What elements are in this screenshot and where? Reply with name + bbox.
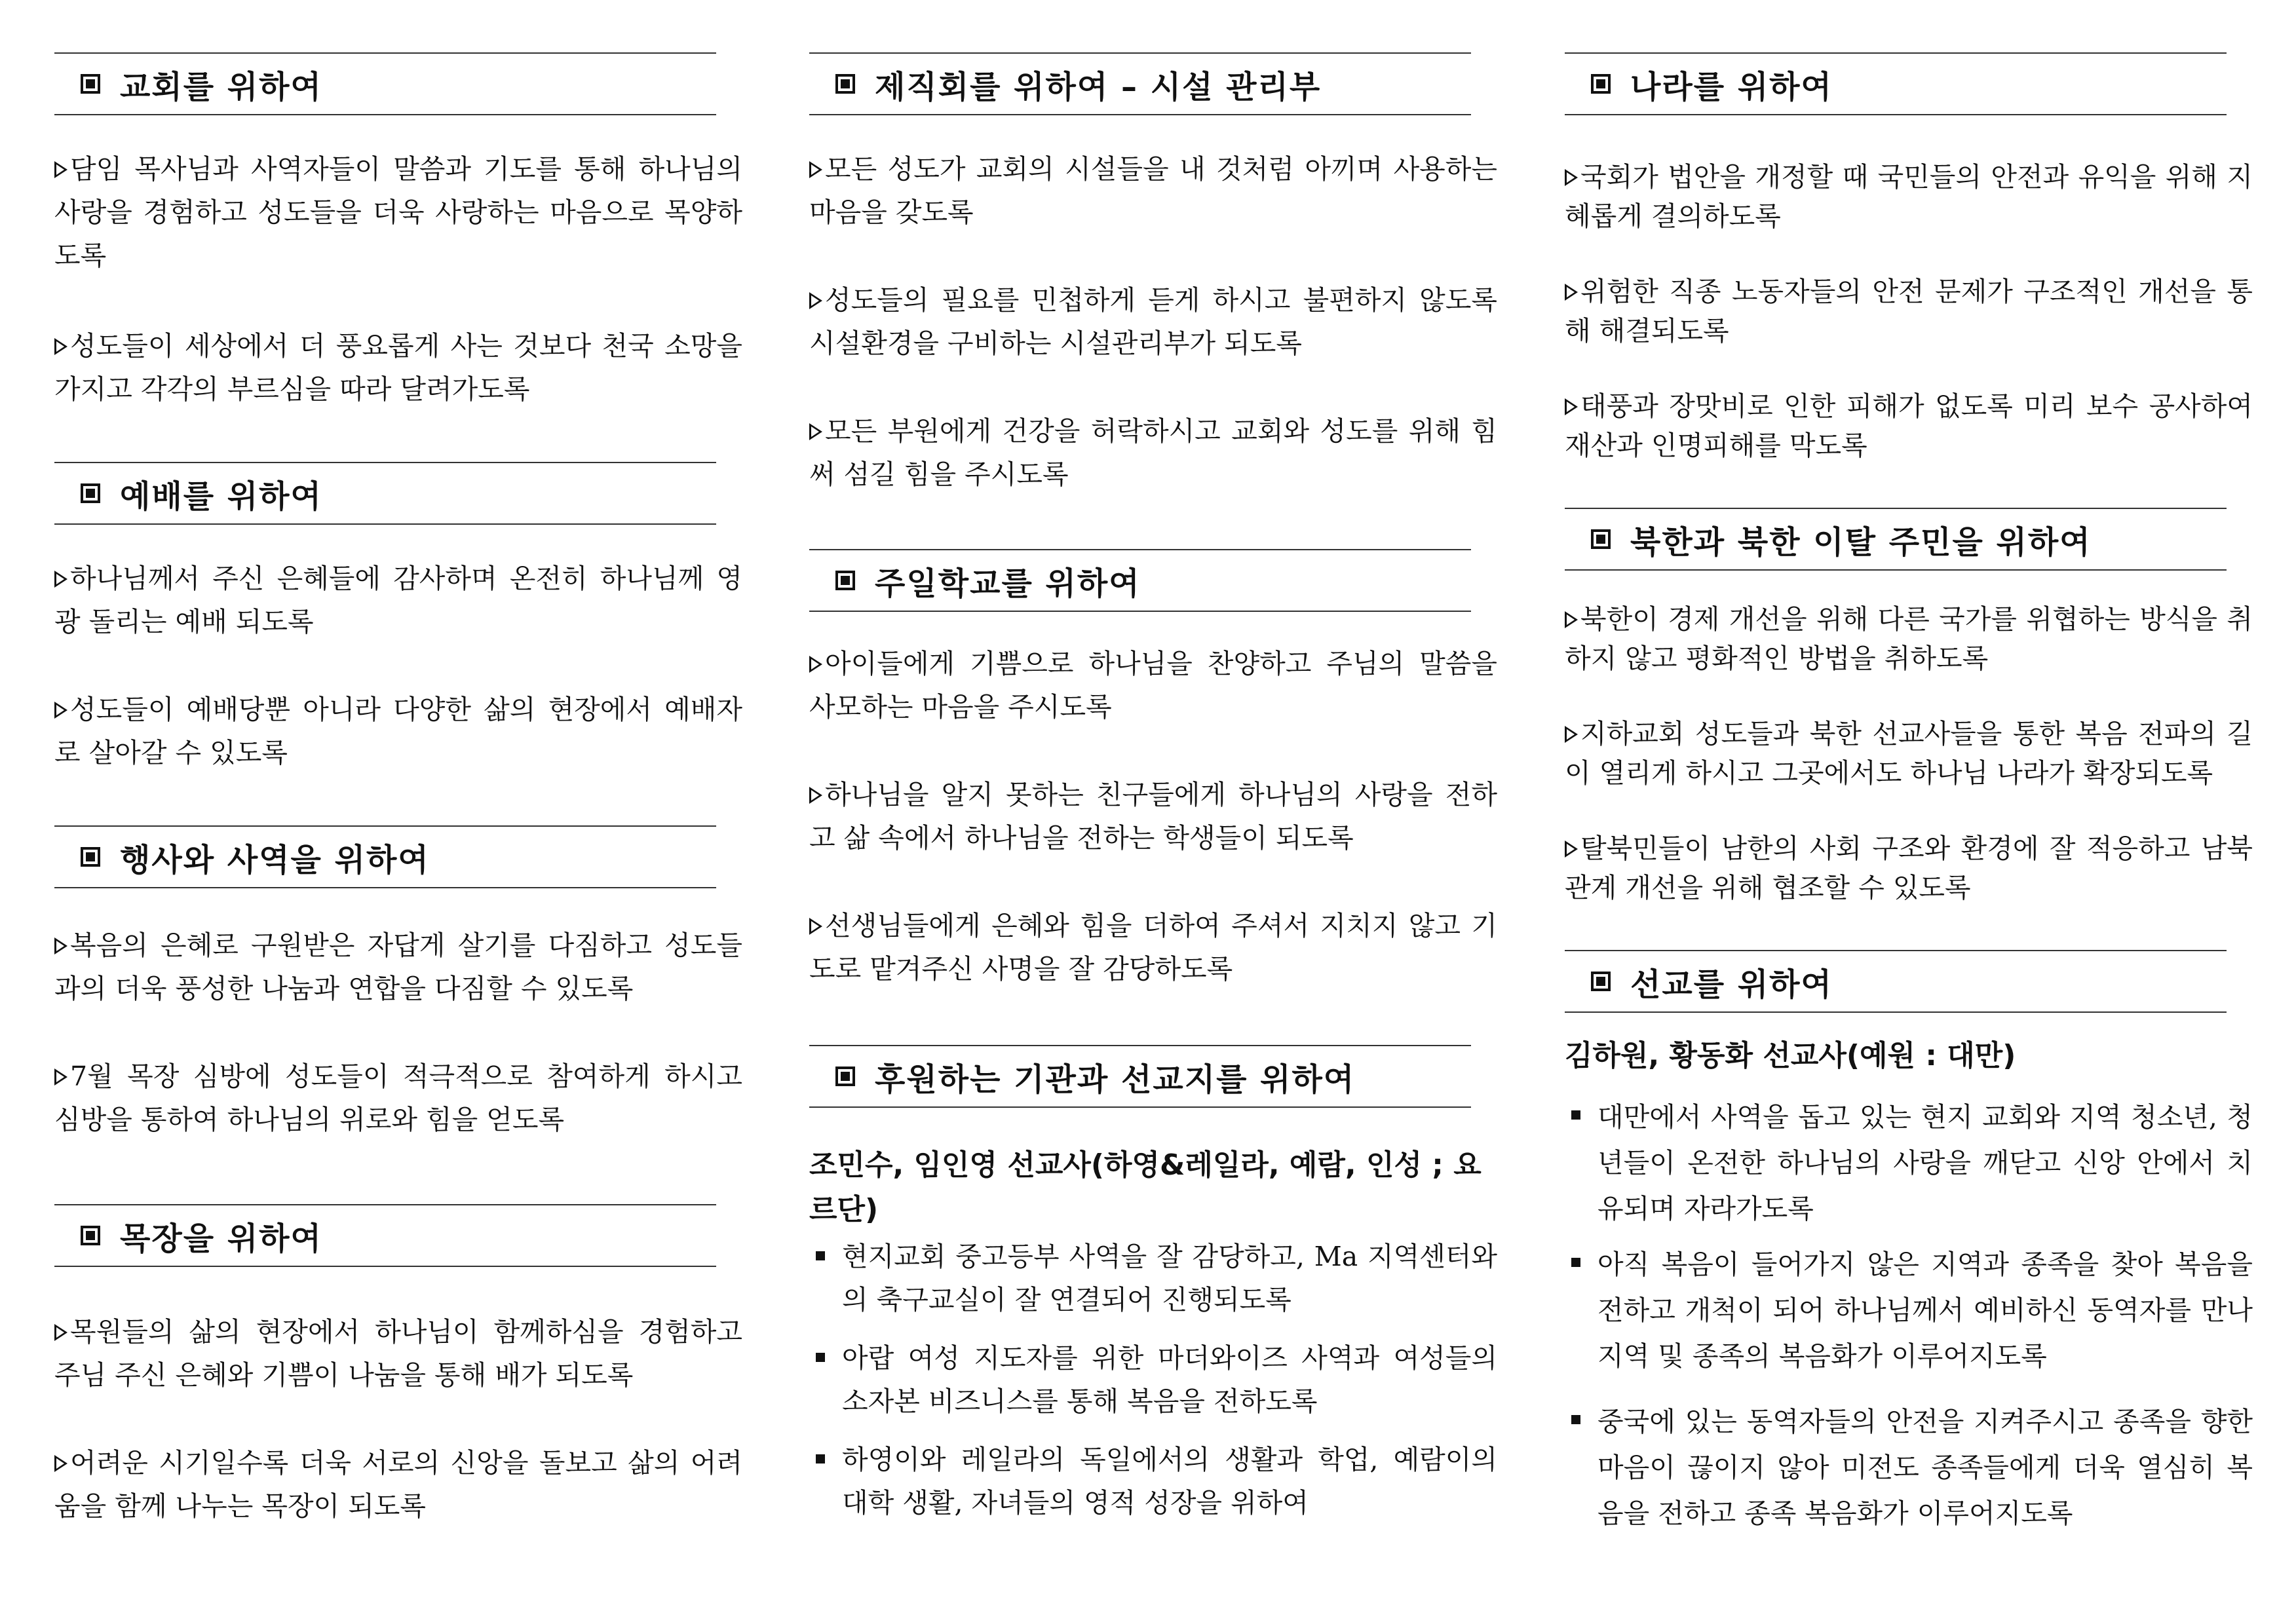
triangle-bullet-icon xyxy=(54,1068,67,1086)
prayer-item: 지하교회 성도들과 북한 선교사들을 통한 복음 전파의 길이 열리게 하시고 그곳에서도 하나님 나라가 확장되도록 xyxy=(1565,718,2253,789)
section-header xyxy=(1565,52,2227,115)
triangle-bullet-icon xyxy=(809,292,822,309)
triangle-bullet-icon xyxy=(54,1455,67,1472)
prayer-item: 성도들의 필요를 민첩하게 듣게 하시고 불편하지 않도록 시설환경을 구비하는 시설관리부가 되도록 xyxy=(809,284,1497,359)
square-bullet-icon xyxy=(1591,972,1611,991)
section-title: 선교를 위하여 xyxy=(1630,966,1833,1003)
square-bullet-icon xyxy=(1571,1258,1580,1267)
triangle-bullet-icon xyxy=(54,338,67,355)
prayer-item: 성도들이 세상에서 더 풍요롭게 사는 것보다 천국 소망을 가지고 각각의 부르심을 따라 달려가도록 xyxy=(54,330,742,405)
triangle-bullet-icon xyxy=(54,702,67,719)
section-title: 교회를 위하여 xyxy=(120,68,322,105)
section-missions xyxy=(1565,950,2253,1013)
prayer-item: 성도들이 예배당뿐 아니라 다양한 삶의 현장에서 예배자로 살아갈 수 있도록 xyxy=(54,694,742,768)
prayer-item: 북한이 경제 개선을 위해 다른 국가를 위협하는 방식을 취하지 않고 평화적인 방법을 취하도록 xyxy=(1565,603,2253,674)
triangle-bullet-icon xyxy=(809,787,822,804)
mission-bullet: 아직 복음이 들어가지 않은 지역과 종족을 찾아 복음을 전하고 개척이 되어 하나님께서 예비하신 동역자를 만나 지역 및 종족의 복음화가 이루어지도록 xyxy=(1565,1241,2253,1379)
section-deacons xyxy=(809,52,1497,115)
triangle-bullet-icon xyxy=(809,656,822,673)
square-bullet-icon xyxy=(816,1454,825,1463)
section-title: 예배를 위하여 xyxy=(120,478,322,515)
missionary-name: 조민수, 임인영 선교사(하영&레일라, 예람, 인성 ; 요르단) xyxy=(809,1148,1482,1226)
triangle-bullet-icon xyxy=(54,571,67,588)
section-cell-group xyxy=(54,1204,742,1267)
section-header xyxy=(809,549,1471,612)
prayer-item: 어려운 시기일수록 더욱 서로의 신앙을 돌보고 삶의 어려움을 함께 나누는 목장이 되도록 xyxy=(54,1447,742,1522)
section-church xyxy=(54,52,742,115)
prayer-item: 선생님들에게 은혜와 힘을 더하여 주셔서 지치지 않고 기도로 맡겨주신 사명을 잘 감당하도록 xyxy=(809,910,1497,985)
mission-bullet: 중국에 있는 동역자들의 안전을 지켜주시고 종족을 향한 마음이 끊이지 않아 미전도 종족들에게 더욱 열심히 복음을 전하고 종족 복음화가 이루어지도록 xyxy=(1565,1399,2253,1536)
prayer-item: 하나님께서 주신 은혜들에 감사하며 온전히 하나님께 영광 돌리는 예배 되도록 xyxy=(54,563,742,637)
section-header xyxy=(1565,950,2227,1013)
section-header xyxy=(809,52,1471,115)
square-bullet-icon xyxy=(816,1353,825,1362)
mission-bullet: 아랍 여성 지도자를 위한 마더와이즈 사역과 여성들의 소자본 비즈니스를 통해 복음을 전하도록 xyxy=(809,1336,1497,1423)
section-events xyxy=(54,825,742,888)
prayer-item: 위험한 직종 노동자들의 안전 문제가 구조적인 개선을 통해 해결되도록 xyxy=(1565,276,2253,347)
square-bullet-icon xyxy=(835,74,855,94)
section-header xyxy=(54,462,716,525)
triangle-bullet-icon xyxy=(809,918,822,935)
section-nation xyxy=(1565,52,2253,115)
prayer-item: 모든 성도가 교회의 시설들을 내 것처럼 아끼며 사용하는 마음을 갖도록 xyxy=(809,153,1497,228)
triangle-bullet-icon xyxy=(1565,284,1578,301)
square-bullet-icon xyxy=(1571,1415,1580,1424)
prayer-item: 모든 부원에게 건강을 허락하시고 교회와 성도를 위해 힘써 섬길 힘을 주시도록 xyxy=(809,415,1497,490)
prayer-item: 담임 목사님과 사역자들이 말씀과 기도를 통해 하나님의 사랑을 경험하고 성도들을 더욱 사랑하는 마음으로 목양하도록 xyxy=(54,153,742,271)
section-title: 행사와 사역을 위하여 xyxy=(120,841,430,878)
triangle-bullet-icon xyxy=(809,161,822,178)
section-title: 북한과 북한 이탈 주민을 위하여 xyxy=(1630,523,2092,561)
prayer-item: 태풍과 장맛비로 인한 피해가 없도록 미리 보수 공사하여 재산과 인명피해를 막도록 xyxy=(1565,390,2253,461)
section-title: 주일학교를 위하여 xyxy=(875,565,1141,602)
triangle-bullet-icon xyxy=(1565,611,1578,628)
section-supported-missions xyxy=(809,1045,1497,1108)
section-header xyxy=(809,1045,1471,1108)
square-bullet-icon xyxy=(1591,74,1611,94)
section-header xyxy=(1565,508,2227,571)
prayer-item: 하나님을 알지 못하는 친구들에게 하나님의 사랑을 전하고 삶 속에서 하나님을 전하는 학생들이 되도록 xyxy=(809,779,1497,854)
section-header xyxy=(54,1204,716,1267)
square-bullet-icon xyxy=(1571,1110,1580,1120)
section-header xyxy=(54,825,716,888)
section-header xyxy=(54,52,716,115)
triangle-bullet-icon xyxy=(54,1324,67,1341)
prayer-item: 아이들에게 기쁨으로 하나님을 찬양하고 주님의 말씀을 사모하는 마음을 주시도록 xyxy=(809,648,1497,723)
triangle-bullet-icon xyxy=(54,937,67,954)
square-bullet-icon xyxy=(1591,529,1611,549)
square-bullet-icon xyxy=(81,1226,100,1245)
triangle-bullet-icon xyxy=(809,423,822,440)
section-title: 후원하는 기관과 선교지를 위하여 xyxy=(875,1061,1356,1098)
mission-bullet: 대만에서 사역을 돕고 있는 현지 교회와 지역 청소년, 청년들이 온전한 하나님의 사랑을 깨닫고 신앙 안에서 치유되며 자라가도록 xyxy=(1565,1094,2253,1232)
square-bullet-icon xyxy=(81,847,100,867)
section-title: 목장을 위하여 xyxy=(120,1220,322,1257)
square-bullet-icon xyxy=(835,571,855,590)
prayer-item: 목원들의 삶의 현장에서 하나님이 함께하심을 경험하고 주님 주신 은혜와 기쁨이 나눔을 통해 배가 되도록 xyxy=(54,1316,742,1391)
prayer-item: 복음의 은혜로 구원받은 자답게 살기를 다짐하고 성도들과의 더욱 풍성한 나눔과 연합을 다짐할 수 있도록 xyxy=(54,930,742,1004)
prayer-item: 탈북민들이 남한의 사회 구조와 환경에 잘 적응하고 남북 관계 개선을 위해 협조할 수 있도록 xyxy=(1565,833,2253,903)
prayer-item: 7월 목장 심방에 성도들이 적극적으로 참여하게 하시고 심방을 통하여 하나님의 위로와 힘을 얻도록 xyxy=(54,1061,742,1135)
section-north-korea xyxy=(1565,508,2253,571)
square-bullet-icon xyxy=(81,483,100,503)
triangle-bullet-icon xyxy=(1565,840,1578,858)
mission-bullet: 현지교회 중고등부 사역을 잘 감당하고, Ma 지역센터와의 축구교실이 잘 연결되어 진행되도록 xyxy=(809,1235,1497,1321)
section-worship xyxy=(54,462,742,525)
square-bullet-icon xyxy=(835,1067,855,1086)
mission-bullet: 하영이와 레일라의 독일에서의 생활과 학업, 예람이의 대학 생활, 자녀들의 영적 성장을 위하여 xyxy=(809,1438,1497,1524)
square-bullet-icon xyxy=(81,74,100,94)
square-bullet-icon xyxy=(816,1251,825,1260)
prayer-item: 국회가 법안을 개정할 때 국민들의 안전과 유익을 위해 지혜롭게 결의하도록 xyxy=(1565,161,2253,232)
missionary-name: 김하원, 황동화 선교사(예원 : 대만) xyxy=(1565,1039,2016,1072)
section-title: 제직회를 위하여 – 시설 관리부 xyxy=(875,68,1322,105)
triangle-bullet-icon xyxy=(1565,726,1578,743)
section-title: 나라를 위하여 xyxy=(1630,68,1833,105)
section-sunday-school xyxy=(809,549,1497,612)
triangle-bullet-icon xyxy=(1565,169,1578,186)
triangle-bullet-icon xyxy=(54,161,67,178)
triangle-bullet-icon xyxy=(1565,398,1578,415)
